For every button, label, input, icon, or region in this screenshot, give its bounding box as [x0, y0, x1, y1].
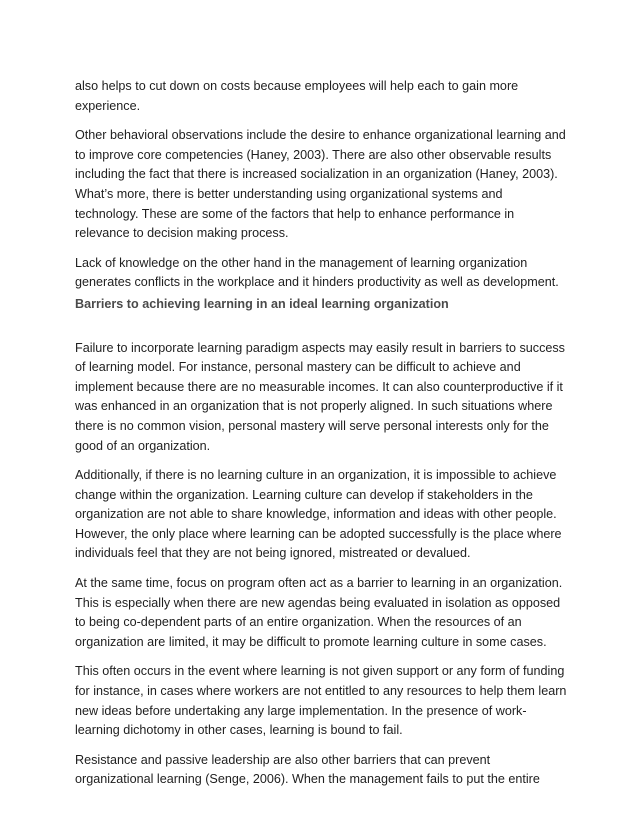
paragraph-behavioral-observations: Other behavioral observations include the desire to enhance organizational learning and to improve core competencies (Haney, 2003). There are also other observable results including the fact that there is increased socialization in an organization (Haney, 2003). What’s more, there is better understanding using organizational systems and technology. These are some of the factors that help to enhance performance in relevance to decision making process. [75, 128, 566, 241]
paragraph-lack-of-knowledge: Lack of knowledge on the other hand in the management of learning organization generates conflicts in the workplace and it hinders productivity as well as development. [75, 255, 559, 290]
paragraph-resistance-leadership: Resistance and passive leadership are also other barriers that can prevent organizational learning (Senge, 2006). When the management fails to put the entire [75, 752, 540, 787]
paragraph-learning-culture: Additionally, if there is no learning culture in an organization, it is impossible to achieve change within the organization. Learning culture can develop if stakeholders in the organization are not able to share knowledge, information and ideas with other people. However, the only place where learning can be adopted successfully is the place where individuals feel that they are not being ignored, mistreated or devalued. [75, 468, 562, 561]
section-heading-barriers: Barriers to achieving learning in an ideal learning organization [75, 296, 449, 311]
document-page [75, 77, 567, 800]
paragraph-focus-on-program: At the same time, focus on program often act as a barrier to learning in an organization. This is especially when there are new agendas being evaluated in isolation as opposed to being co-dependent parts of an entire organization. When the resources of an organization are limited, it may be difficult to promote learning culture in some cases. [75, 576, 563, 649]
paragraph-intro-continuation: also helps to cut down on costs because employees will help each to gain more experience. [75, 79, 519, 113]
paragraph-failure-to-incorporate: Failure to incorporate learning paradigm aspects may easily result in barriers to success of learning model. For instance, personal mastery can be difficult to achieve and implement because there are no measurable incomes. It can also counterproductive if it was enhanced in an organization that is not properly aligned. In such situations where there is no common vision, personal mastery will serve personal interests only for the good of an organization. [75, 340, 565, 453]
paragraph-funding-support: This often occurs in the event where learning is not given support or any form of funding for instance, in cases where workers are not entitled to any resources to help them learn new ideas before undertaking any large implementation. In the presence of work-learning dichotomy in other cases, learning is bound to fail. [75, 664, 567, 738]
